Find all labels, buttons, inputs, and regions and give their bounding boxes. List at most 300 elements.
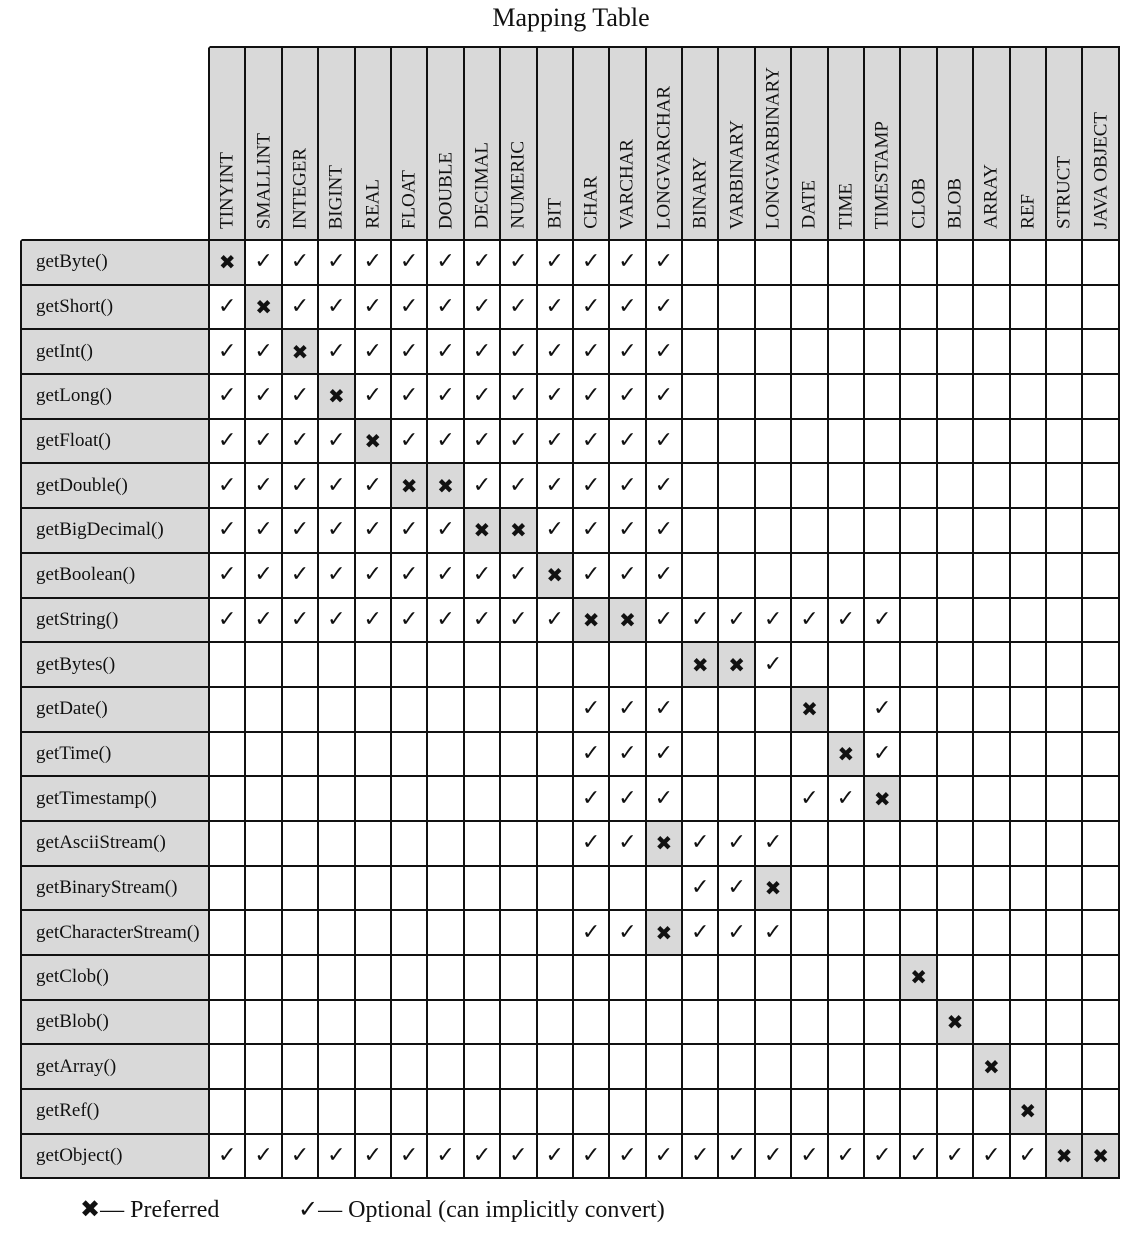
empty-cell	[1047, 911, 1083, 956]
optional-icon: ✓	[581, 696, 601, 722]
optional-icon: ✓	[581, 562, 601, 588]
optional-icon: ✓	[581, 1143, 601, 1169]
empty-cell	[392, 1001, 428, 1046]
optional-icon: ✓	[945, 1143, 965, 1169]
empty-cell	[719, 509, 755, 554]
optional-cell	[246, 1135, 282, 1180]
empty-cell	[938, 822, 974, 867]
optional-cell	[210, 286, 246, 331]
column-header-label: BIT	[544, 198, 566, 229]
optional-cell	[683, 1135, 719, 1180]
optional-cell	[610, 822, 646, 867]
empty-cell	[974, 911, 1010, 956]
empty-cell	[829, 688, 865, 733]
column-header	[1011, 48, 1047, 241]
row-header: getTime()	[22, 733, 210, 778]
empty-cell	[1011, 822, 1047, 867]
empty-cell	[683, 956, 719, 1001]
optional-cell	[356, 375, 392, 420]
optional-cell	[465, 599, 501, 644]
optional-icon: ✓	[399, 606, 419, 632]
empty-cell	[829, 1090, 865, 1135]
optional-cell	[283, 241, 319, 286]
optional-cell	[574, 509, 610, 554]
preferred-icon: ✖	[837, 741, 855, 766]
empty-cell	[974, 867, 1010, 912]
optional-cell	[319, 509, 355, 554]
empty-cell	[829, 375, 865, 420]
optional-icon: ✓	[472, 294, 492, 320]
optional-cell	[319, 420, 355, 465]
empty-cell	[538, 822, 574, 867]
optional-icon: ✓	[327, 249, 346, 275]
empty-cell	[1083, 822, 1119, 867]
preferred-icon: ✖	[400, 473, 418, 498]
optional-cell	[683, 822, 719, 867]
optional-cell	[319, 554, 355, 599]
empty-cell	[610, 1090, 646, 1135]
row-header: getAsciiStream()	[22, 822, 210, 867]
preferred-icon: ✖	[655, 920, 673, 945]
optional-icon: ✓	[873, 740, 892, 766]
optional-icon: ✓	[399, 517, 419, 543]
optional-cell	[210, 464, 246, 509]
optional-cell	[574, 420, 610, 465]
optional-cell	[465, 375, 501, 420]
empty-cell	[974, 464, 1010, 509]
row-header: getBlob()	[22, 1001, 210, 1046]
optional-icon: ✓	[509, 606, 528, 632]
empty-cell	[792, 464, 828, 509]
empty-cell	[792, 867, 828, 912]
optional-icon: ✓	[618, 472, 637, 498]
optional-icon: ✓	[763, 606, 783, 632]
empty-cell	[865, 1001, 901, 1046]
empty-cell	[901, 554, 937, 599]
optional-icon: ✓	[618, 785, 637, 811]
optional-cell	[210, 554, 246, 599]
empty-cell	[865, 867, 901, 912]
preferred-icon: ✖	[437, 473, 454, 498]
optional-icon: ✓	[618, 740, 637, 766]
empty-cell	[792, 509, 828, 554]
column-header-label: ARRAY	[980, 164, 1002, 229]
preferred-cell	[792, 688, 828, 733]
empty-cell	[428, 688, 464, 733]
optional-icon: ✓	[363, 606, 382, 632]
empty-cell	[792, 241, 828, 286]
preferred-cell	[501, 509, 537, 554]
optional-cell	[901, 1135, 937, 1180]
empty-cell	[501, 1045, 537, 1090]
row-header: getDate()	[22, 688, 210, 733]
optional-cell	[356, 286, 392, 331]
optional-cell	[210, 375, 246, 420]
optional-cell	[283, 464, 319, 509]
optional-icon: ✓	[727, 919, 746, 945]
empty-cell	[974, 1090, 1010, 1135]
column-header	[647, 48, 683, 241]
empty-cell	[465, 867, 501, 912]
optional-icon: ✓	[509, 338, 528, 364]
empty-cell	[829, 420, 865, 465]
empty-cell	[792, 375, 828, 420]
optional-cell	[319, 1135, 355, 1180]
optional-icon: ✓	[763, 830, 783, 856]
empty-cell	[210, 643, 246, 688]
empty-cell	[901, 420, 937, 465]
optional-cell	[756, 822, 792, 867]
optional-icon: ✓	[727, 830, 746, 856]
empty-cell	[974, 822, 1010, 867]
optional-cell	[246, 509, 282, 554]
optional-icon: ✓	[472, 338, 492, 364]
empty-cell	[974, 733, 1010, 778]
optional-cell	[574, 286, 610, 331]
optional-icon: ✓	[363, 472, 382, 498]
optional-icon: ✓	[327, 338, 346, 364]
empty-cell	[319, 643, 355, 688]
empty-cell	[246, 733, 282, 778]
optional-icon: ✓	[545, 338, 564, 364]
optional-icon: ✓	[217, 606, 237, 632]
optional-icon: ✓	[545, 517, 564, 543]
empty-cell	[647, 1001, 683, 1046]
optional-icon: ✓	[254, 383, 273, 409]
column-header	[538, 48, 574, 241]
empty-cell	[938, 420, 974, 465]
row-header: getDouble()	[22, 464, 210, 509]
empty-cell	[1011, 286, 1047, 331]
empty-cell	[356, 956, 392, 1001]
empty-cell	[938, 286, 974, 331]
optional-icon: ✓	[581, 472, 601, 498]
optional-cell	[465, 241, 501, 286]
optional-icon: ✓	[654, 606, 674, 632]
empty-cell	[392, 1045, 428, 1090]
empty-cell	[901, 286, 937, 331]
empty-cell	[683, 777, 719, 822]
optional-icon: ✓	[327, 428, 346, 454]
column-header	[428, 48, 464, 241]
empty-cell	[938, 688, 974, 733]
optional-cell	[428, 420, 464, 465]
column-header-label: TIMESTAMP	[871, 120, 893, 229]
optional-cell	[683, 867, 719, 912]
optional-cell	[210, 330, 246, 375]
optional-icon: ✓	[873, 606, 892, 632]
optional-icon: ✓	[581, 785, 601, 811]
empty-cell	[1083, 241, 1119, 286]
empty-cell	[392, 867, 428, 912]
empty-cell	[610, 956, 646, 1001]
optional-cell	[210, 509, 246, 554]
empty-cell	[719, 375, 755, 420]
empty-cell	[865, 375, 901, 420]
empty-cell	[792, 1090, 828, 1135]
optional-icon: ✓	[436, 562, 455, 588]
optional-icon: ✓	[654, 1143, 674, 1169]
empty-cell	[683, 509, 719, 554]
preferred-icon: ✖	[801, 697, 818, 722]
empty-cell	[210, 777, 246, 822]
empty-cell	[538, 867, 574, 912]
optional-icon: ✓	[472, 428, 492, 454]
empty-cell	[974, 375, 1010, 420]
empty-cell	[647, 956, 683, 1001]
empty-cell	[428, 956, 464, 1001]
preferred-cell	[1011, 1090, 1047, 1135]
empty-cell	[683, 688, 719, 733]
optional-cell	[210, 599, 246, 644]
optional-icon: ✓	[727, 874, 746, 900]
column-header-label: NUMERIC	[507, 141, 529, 229]
optional-cell	[574, 330, 610, 375]
preferred-icon: ✖	[1019, 1099, 1037, 1124]
optional-cell	[610, 330, 646, 375]
optional-icon: ✓	[873, 1143, 892, 1169]
column-header	[574, 48, 610, 241]
empty-cell	[938, 330, 974, 375]
optional-icon: ✓	[727, 1143, 746, 1169]
optional-icon: ✓	[618, 428, 637, 454]
optional-cell	[465, 420, 501, 465]
optional-cell	[501, 599, 537, 644]
column-header-label: JAVA OBJECT	[1090, 111, 1112, 229]
empty-cell	[901, 599, 937, 644]
legend-preferred-label: — Preferred	[100, 1197, 220, 1223]
empty-cell	[392, 956, 428, 1001]
empty-cell	[865, 464, 901, 509]
optional-icon: ✓	[472, 606, 492, 632]
preferred-icon: ✖	[873, 786, 891, 811]
preferred-icon: ✖	[619, 607, 636, 632]
empty-cell	[938, 1090, 974, 1135]
empty-cell	[829, 956, 865, 1001]
empty-cell	[610, 1045, 646, 1090]
optional-cell	[647, 464, 683, 509]
empty-cell	[901, 867, 937, 912]
optional-cell	[210, 420, 246, 465]
empty-cell	[283, 643, 319, 688]
empty-cell	[392, 1090, 428, 1135]
empty-cell	[719, 241, 755, 286]
optional-icon: ✓	[399, 249, 419, 275]
optional-icon: ✓	[254, 472, 273, 498]
optional-icon: ✓	[436, 383, 455, 409]
empty-cell	[683, 733, 719, 778]
preferred-icon: ✖	[218, 250, 236, 275]
optional-cell	[756, 643, 792, 688]
empty-cell	[1047, 464, 1083, 509]
optional-cell	[610, 688, 646, 733]
empty-cell	[356, 911, 392, 956]
optional-cell	[719, 867, 755, 912]
optional-icon: ✓	[654, 696, 674, 722]
optional-icon: ✓	[472, 472, 492, 498]
optional-cell	[719, 599, 755, 644]
optional-cell	[246, 330, 282, 375]
optional-icon: ✓	[545, 294, 564, 320]
column-header	[938, 48, 974, 241]
optional-icon: ✓	[399, 383, 419, 409]
optional-icon: ✓	[217, 562, 237, 588]
preferred-icon: ✖	[291, 339, 309, 364]
column-header-label: BLOB	[944, 178, 966, 229]
optional-icon: ✓	[436, 428, 455, 454]
optional-cell	[538, 286, 574, 331]
empty-cell	[938, 956, 974, 1001]
empty-cell	[974, 688, 1010, 733]
optional-icon: ✓	[509, 249, 528, 275]
preferred-icon: ✖	[80, 1195, 101, 1223]
empty-cell	[538, 643, 574, 688]
empty-cell	[501, 1090, 537, 1135]
empty-cell	[792, 643, 828, 688]
optional-icon: ✓	[436, 1143, 455, 1169]
empty-cell	[647, 1045, 683, 1090]
empty-cell	[1047, 1001, 1083, 1046]
optional-icon: ✓	[472, 562, 492, 588]
preferred-cell	[574, 599, 610, 644]
optional-cell	[428, 286, 464, 331]
empty-cell	[246, 688, 282, 733]
empty-cell	[938, 777, 974, 822]
empty-cell	[756, 1045, 792, 1090]
optional-cell	[501, 420, 537, 465]
empty-cell	[974, 643, 1010, 688]
optional-icon: ✓	[691, 1143, 710, 1169]
empty-cell	[719, 464, 755, 509]
empty-cell	[538, 777, 574, 822]
optional-icon: ✓	[509, 428, 528, 454]
optional-cell	[647, 733, 683, 778]
empty-cell	[719, 733, 755, 778]
empty-cell	[538, 688, 574, 733]
optional-cell	[574, 733, 610, 778]
optional-icon: ✓	[399, 1143, 419, 1169]
preferred-cell	[974, 1045, 1010, 1090]
empty-cell	[865, 643, 901, 688]
empty-cell	[356, 777, 392, 822]
empty-cell	[1047, 777, 1083, 822]
optional-icon: ✓	[654, 785, 674, 811]
empty-cell	[246, 643, 282, 688]
optional-icon: ✓	[763, 651, 783, 677]
preferred-cell	[246, 286, 282, 331]
empty-cell	[210, 911, 246, 956]
optional-icon: ✓	[545, 1143, 564, 1169]
preferred-cell	[428, 464, 464, 509]
optional-icon: ✓	[618, 383, 637, 409]
empty-cell	[246, 1045, 282, 1090]
empty-cell	[538, 911, 574, 956]
empty-cell	[683, 464, 719, 509]
optional-cell	[829, 599, 865, 644]
empty-cell	[1011, 688, 1047, 733]
optional-icon: ✓	[581, 338, 601, 364]
optional-icon: ✓	[763, 919, 783, 945]
optional-cell	[428, 1135, 464, 1180]
column-header-label: FLOAT	[398, 169, 420, 229]
optional-icon: ✓	[982, 1143, 1001, 1169]
optional-cell	[465, 1135, 501, 1180]
empty-cell	[1011, 464, 1047, 509]
optional-icon: ✓	[217, 1143, 237, 1169]
empty-cell	[683, 420, 719, 465]
empty-cell	[1083, 688, 1119, 733]
optional-icon: ✓	[654, 740, 674, 766]
preferred-cell	[938, 1001, 974, 1046]
optional-cell	[283, 286, 319, 331]
empty-cell	[210, 733, 246, 778]
empty-cell	[465, 777, 501, 822]
row-header: getByte()	[22, 241, 210, 286]
optional-cell	[610, 375, 646, 420]
empty-cell	[829, 554, 865, 599]
empty-cell	[938, 867, 974, 912]
column-header	[283, 48, 319, 241]
empty-cell	[574, 867, 610, 912]
optional-icon: ✓	[763, 1143, 783, 1169]
column-header	[465, 48, 501, 241]
empty-cell	[574, 1045, 610, 1090]
empty-cell	[1083, 554, 1119, 599]
optional-cell	[465, 330, 501, 375]
empty-cell	[792, 554, 828, 599]
preferred-cell	[647, 911, 683, 956]
optional-cell	[647, 554, 683, 599]
column-header	[901, 48, 937, 241]
empty-cell	[574, 956, 610, 1001]
preferred-icon: ✖	[728, 652, 746, 677]
empty-cell	[901, 330, 937, 375]
empty-cell	[1047, 643, 1083, 688]
empty-cell	[792, 330, 828, 375]
preferred-cell	[210, 241, 246, 286]
optional-icon: ✓	[836, 785, 856, 811]
empty-cell	[901, 911, 937, 956]
optional-cell	[246, 241, 282, 286]
row-header: getArray()	[22, 1045, 210, 1090]
empty-cell	[283, 688, 319, 733]
optional-icon: ✓	[581, 830, 601, 856]
optional-icon: ✓	[254, 517, 273, 543]
preferred-cell	[465, 509, 501, 554]
empty-cell	[829, 286, 865, 331]
empty-cell	[1011, 599, 1047, 644]
optional-icon: ✓	[290, 383, 310, 409]
preferred-cell	[901, 956, 937, 1001]
column-header	[683, 48, 719, 241]
empty-cell	[974, 241, 1010, 286]
row-header: getShort()	[22, 286, 210, 331]
empty-cell	[319, 733, 355, 778]
column-header-label: SMALLINT	[253, 132, 275, 229]
optional-cell	[392, 554, 428, 599]
optional-icon: ✓	[545, 472, 564, 498]
optional-icon: ✓	[363, 338, 382, 364]
empty-cell	[938, 375, 974, 420]
empty-cell	[683, 241, 719, 286]
column-header-label: BIGINT	[325, 164, 347, 229]
empty-cell	[1047, 956, 1083, 1001]
empty-cell	[574, 1090, 610, 1135]
optional-cell	[538, 509, 574, 554]
empty-cell	[356, 1045, 392, 1090]
empty-cell	[938, 911, 974, 956]
empty-cell	[356, 688, 392, 733]
